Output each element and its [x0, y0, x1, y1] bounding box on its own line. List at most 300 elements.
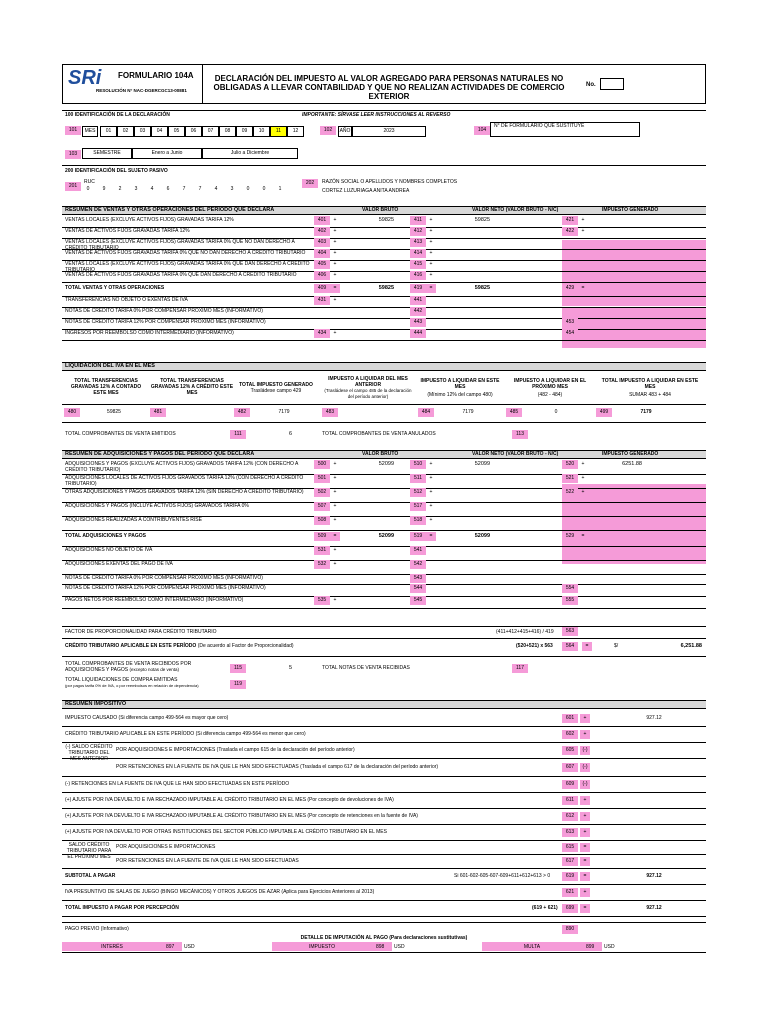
value-111[interactable]: 6 — [288, 431, 292, 437]
code-441: 441 — [410, 296, 426, 305]
code-454: 454 — [562, 329, 578, 338]
sri-logo: SRi — [68, 67, 102, 89]
main-title: DECLARACIÓN DEL IMPUESTO AL VALOR AGREGADO PARA PERSONAS NATURALES NO OBLIGADAS A LLEVAR CONTABILIDAD Y QUE NO REALIZAN ACTIVIDADES DE COMERCIO EXTERIOR — [213, 74, 565, 101]
code-406: 406 — [314, 271, 330, 280]
saldo-proximo-label: SALDO CRÉDITO TRIBUTARIO PARA EL PRÓXIMO MES — [66, 842, 112, 860]
sign: + — [581, 228, 585, 234]
code-500: 500 — [314, 460, 330, 469]
row-divider — [62, 884, 706, 885]
sign: + — [429, 517, 433, 523]
month-07[interactable]: 07 — [202, 126, 219, 137]
value-499[interactable]: 7179 — [640, 409, 652, 415]
sign: + — [580, 796, 590, 805]
code-422: 422 — [562, 227, 578, 236]
s200-title: 200 IDENTIFICACIÓN DEL SUJETO PASIVO — [65, 168, 168, 174]
value-601[interactable]: 927.12 — [646, 715, 662, 721]
sign: = — [580, 843, 590, 852]
liqc-sub: (por pagos tarifa 0% de IVA, o por reembolsos en relación de dependencia) — [65, 683, 199, 688]
liq-h5: IMPUESTO A LIQUIDAR EN ESTE MES — [420, 378, 500, 390]
code-621: 621 — [562, 888, 578, 897]
detalle-899-label: MULTA — [523, 944, 541, 950]
code-555: 555 — [562, 596, 578, 605]
month-04[interactable]: 04 — [151, 126, 168, 137]
row-label: TRANSFERENCIAS NO OBJETO O EXENTAS DE IVA — [65, 297, 188, 303]
sign: = — [581, 533, 585, 539]
row-label: TOTAL ADQUISICIONES Y PAGOS — [65, 533, 146, 539]
code-201: 201 — [65, 182, 81, 191]
recibidos-sub: (excepto notas de venta) — [129, 667, 179, 672]
month-03[interactable]: 03 — [134, 126, 151, 137]
ruc-digit: 7 — [198, 186, 202, 192]
month-11[interactable]: 11 — [270, 126, 287, 137]
month-06[interactable]: 06 — [185, 126, 202, 137]
sign: + — [429, 250, 433, 256]
value-484[interactable]: 7179 — [462, 409, 474, 415]
sign: + — [580, 730, 590, 739]
code-601: 601 — [562, 714, 578, 723]
row-divider — [62, 282, 706, 283]
code-615: 615 — [562, 843, 578, 852]
resumen-label: CRÉDITO TRIBUTARIO APLICABLE EN ESTE PERÍODO (Si diferencia campo 499-564 es menor que cero) — [65, 731, 306, 737]
code-115: 115 — [230, 664, 246, 673]
code-401: 401 — [314, 216, 330, 225]
code-119: 119 — [230, 680, 246, 689]
code-607: 607 — [562, 763, 578, 772]
ventas-title: RESUMEN DE VENTAS Y OTRAS OPERACIONES DEL PERÍODO QUE DECLARA — [65, 207, 275, 213]
row-label: ADQUISICIONES LOCALES DE ACTIVOS FIJOS GRAVADOS TARIFA 12% (CON DERECHO A CRÉDITO TRIBUTARIO) — [65, 475, 304, 487]
liq-header — [62, 362, 706, 371]
row-label: ADQUISICIONES EXENTAS DEL PAGO DE IVA — [65, 561, 173, 567]
sign: = — [580, 857, 590, 866]
code-402: 402 — [314, 227, 330, 236]
resumen-label: POR RETENCIONES EN LA FUENTE DE IVA QUE LE HAN SIDO EFECTUADAS (Traslada el campo 617 de la declaración del período anterior) — [116, 764, 439, 770]
code-612: 612 — [562, 812, 578, 821]
liqc-label: TOTAL LIQUIDACIONES DE COMPRA EMITIDAS — [65, 677, 178, 683]
code-898: 898 — [376, 944, 385, 950]
resolution: RESOLUCIÓN N° NAC-DGERCGC13-00881 — [96, 88, 187, 93]
sign: = — [330, 284, 340, 293]
usd-899: USD — [604, 944, 615, 950]
sign: + — [333, 239, 337, 245]
sign: + — [333, 461, 337, 467]
row-label: NOTAS DE CRÉDITO TARIFA 12% POR COMPENSAR PRÓXIMO MES (INFORMATIVO) — [65, 585, 266, 591]
resumen-label: POR ADQUISICIONES E IMPORTACIONES — [116, 844, 216, 850]
razon-value[interactable]: CORTEZ LUZURIAGA ANITA ANDREA — [322, 188, 410, 194]
liq-h2: TOTAL TRANSFERENCIAS GRAVADAS 12% A CRÉDITO ESTE MES — [150, 378, 234, 396]
usd-564: $/ — [614, 643, 619, 649]
code-202: 202 — [302, 179, 318, 188]
sign: (-) — [580, 763, 590, 772]
no-label: No. — [586, 82, 596, 88]
code-529: 529 — [562, 532, 578, 541]
sign: + — [429, 217, 433, 223]
liq-h7s: SUMAR 483 + 484 — [629, 392, 671, 398]
resumen-label: (+) AJUSTE POR IVA DEVUELTO POR OTRAS INSTITUCIONES DEL SECTOR PÚBLICO IMPUTABLE AL CRÉDITO TRIBUTARIO EN EL MES — [65, 829, 387, 835]
value-401[interactable]: 59825 — [378, 217, 394, 223]
sign: + — [429, 239, 433, 245]
sign: + — [580, 888, 590, 897]
value-411[interactable]: 59825 — [474, 217, 490, 223]
adq-h-neto: VALOR NETO (VALOR BRUTO - N/C) — [472, 451, 559, 457]
resumen-label: IVA PRESUNTIVO DE SALAS DE JUEGO (BINGO MECÁNICOS) Y OTROS JUEGOS DE AZAR (Aplica para Ejercicios Anteriores al 2013) — [65, 889, 375, 895]
row-label: ADQUISICIONES Y PAGOS (INCLUYE ACTIVOS FIJOS) GRAVADOS TARIFA 0% — [65, 503, 249, 509]
year-field[interactable]: 2023 — [352, 126, 426, 137]
disabled-area — [562, 308, 706, 348]
ruc-digit: 1 — [278, 186, 282, 192]
row-label: NOTAS DE CRÉDITO TARIFA 12% POR COMPENSAR PRÓXIMO MES (INFORMATIVO) — [65, 319, 266, 325]
sign: + — [581, 461, 585, 467]
sign: + — [429, 489, 433, 495]
adq-h-imp: IMPUESTO GENERADO — [602, 451, 659, 457]
month-09[interactable]: 09 — [236, 126, 253, 137]
code-429: 429 — [562, 284, 578, 293]
code-508: 508 — [314, 516, 330, 525]
value-409[interactable]: 59825 — [378, 285, 394, 291]
resumen-label: TOTAL IMPUESTO A PAGAR POR PERCEPCIÓN — [65, 905, 179, 911]
liq-title: LIQUIDACIÓN DEL IVA EN EL MES — [65, 363, 155, 369]
code-482: 482 — [234, 408, 250, 417]
detalle-title: DETALLE DE IMPUTACIÓN AL PAGO (Para declaraciones sustitutivas) — [300, 935, 468, 941]
liq-h6s: (482 - 484) — [537, 392, 563, 398]
code-512: 512 — [410, 488, 426, 497]
anio-label: AÑO — [338, 126, 352, 137]
code-605: 605 — [562, 746, 578, 755]
value-509[interactable]: 52099 — [378, 533, 394, 539]
credito-label: CRÉDITO TRIBUTARIO APLICABLE EN ESTE PERÍODO — [65, 643, 197, 649]
sign: = — [580, 872, 590, 881]
code-431: 431 — [314, 296, 330, 305]
sign: + — [333, 475, 337, 481]
anulados-label: TOTAL COMPROBANTES DE VENTA ANULADOS — [322, 431, 436, 437]
value-564[interactable]: 6,251.88 — [680, 643, 702, 649]
month-10[interactable]: 10 — [253, 126, 270, 137]
code-405: 405 — [314, 260, 330, 269]
detalle-897-label: INTERÉS — [101, 944, 123, 950]
ruc-digit: 4 — [150, 186, 154, 192]
sign: + — [333, 261, 337, 267]
month-12[interactable]: 12 — [287, 126, 304, 137]
code-484: 484 — [418, 408, 434, 417]
row-divider — [62, 530, 706, 531]
row-divider — [62, 726, 706, 727]
liq-h3: TOTAL IMPUESTO GENERADO — [239, 382, 313, 388]
month-08[interactable]: 08 — [219, 126, 236, 137]
value-520[interactable]: 6251.88 — [622, 461, 642, 467]
value-419[interactable]: 59825 — [474, 285, 490, 291]
recibidos-label: TOTAL COMPROBANTES DE VENTA RECIBIDOS POR ADQUISICIONES Y PAGOS — [65, 661, 192, 673]
liq-h5s: (Mínimo 12% del campo 480) — [427, 392, 493, 398]
liq-h1: TOTAL TRANSFERENCIAS GRAVADAS 12% A CONTADO ESTE MES — [70, 378, 142, 396]
sustituye-field[interactable] — [490, 122, 640, 137]
code-541: 541 — [410, 546, 426, 555]
code-101: 101 — [65, 126, 81, 135]
liqc-block — [65, 677, 225, 689]
code-117: 117 — [512, 664, 528, 673]
ruc-label: RUC — [84, 179, 95, 185]
sem-1[interactable]: Enero a Junio — [132, 148, 202, 159]
subtotal-formula: Si 601-602-605-607-609+611+612+613 > 0 — [454, 873, 551, 879]
sign: + — [429, 461, 433, 467]
code-544: 544 — [410, 584, 426, 593]
sign: (-) — [580, 780, 590, 789]
bottom-line — [62, 952, 706, 953]
resumen-label: (+) AJUSTE POR IVA DEVUELTO E IVA RECHAZADO IMPUTABLE AL CRÉDITO TRIBUTARIO EN EL MES (Por concepto de devoluciones de IVA) — [65, 797, 394, 803]
sign: + — [333, 228, 337, 234]
code-517: 517 — [410, 502, 426, 511]
sign: + — [429, 503, 433, 509]
code-416: 416 — [410, 271, 426, 280]
sign: + — [333, 597, 337, 603]
code-519: 519 — [410, 532, 426, 541]
row-label: VENTAS LOCALES (EXCLUYE ACTIVOS FIJOS) GRAVADAS TARIFA 12% — [65, 217, 234, 223]
code-602: 602 — [562, 730, 578, 739]
row-label: VENTAS DE ACTIVOS FIJOS GRAVADAS TARIFA 0% QUE DAN DERECHO A CRÉDITO TRIBUTARIO — [65, 272, 297, 278]
sign: + — [581, 475, 585, 481]
form-number-field[interactable] — [600, 78, 624, 90]
code-412: 412 — [410, 227, 426, 236]
ruc-digit: 3 — [134, 186, 138, 192]
code-502: 502 — [314, 488, 330, 497]
row-divider — [62, 840, 706, 841]
row-divider — [62, 824, 706, 825]
ruc-digit: 4 — [214, 186, 218, 192]
code-411: 411 — [410, 216, 426, 225]
sign: = — [426, 284, 436, 293]
code-897: 897 — [166, 944, 175, 950]
sign: + — [429, 228, 433, 234]
sign: + — [333, 297, 337, 303]
sem-2[interactable]: Julio a Diciembre — [202, 148, 298, 159]
sign: (-) — [580, 746, 590, 755]
code-434: 434 — [314, 329, 330, 338]
liq-h6: IMPUESTO A LIQUIDAR EN EL PRÓXIMO MES — [513, 378, 587, 390]
code-509: 509 — [314, 532, 330, 541]
code-409: 409 — [314, 284, 330, 293]
sign: + — [333, 517, 337, 523]
adq-h-bruto: VALOR BRUTO — [362, 451, 399, 457]
code-520: 520 — [562, 460, 578, 469]
credito-line — [65, 643, 294, 649]
factor-label: FACTOR DE PROPORCIONALIDAD PARA CRÉDITO TRIBUTARIO — [65, 629, 217, 635]
value-485[interactable]: 0 — [554, 409, 558, 415]
row-divider — [62, 854, 706, 855]
liq-top-line — [62, 404, 706, 405]
row-label: PAGOS NETOS POR REEMBOLSO COMO INTERMEDIARIO (INFORMATIVO) — [65, 597, 244, 603]
row-divider — [62, 792, 706, 793]
sign: = — [330, 532, 340, 541]
sign: + — [333, 503, 337, 509]
code-554: 554 — [562, 584, 578, 593]
resumen-label: POR RETENCIONES EN LA FUENTE DE IVA QUE LE HAN SIDO EFECTUADAS — [116, 858, 299, 864]
month-01[interactable]: 01 — [100, 126, 117, 137]
value-500[interactable]: 52099 — [378, 461, 394, 467]
total-formula: (619 + 621) — [532, 905, 558, 911]
row-divider — [62, 900, 706, 901]
value-619[interactable]: 927.12 — [646, 873, 662, 879]
row-label: VENTAS DE ACTIVOS FIJOS GRAVADAS TARIFA 12% — [65, 228, 190, 234]
sign: + — [333, 272, 337, 278]
code-613: 613 — [562, 828, 578, 837]
detalle-898-label: IMPUESTO — [308, 944, 336, 950]
credito-sub: (De acuerdo al Factor de Proporcionalidad) — [197, 643, 294, 649]
code-103: 103 — [65, 150, 81, 159]
razon-label: RAZÓN SOCIAL O APELLIDOS Y NOMBRES COMPLETOS — [322, 179, 458, 185]
code-611: 611 — [562, 796, 578, 805]
code-510: 510 — [410, 460, 426, 469]
sign: = — [426, 532, 436, 541]
ruc-digit: 0 — [86, 186, 90, 192]
mes-label: MES — [82, 126, 98, 137]
notas-label: TOTAL NOTAS DE VENTA RECIBIDAS — [322, 665, 410, 671]
code-899: 899 — [586, 944, 595, 950]
code-444: 444 — [410, 329, 426, 338]
code-443: 443 — [410, 318, 426, 327]
code-419: 419 — [410, 284, 426, 293]
recibidos-block — [65, 661, 215, 673]
ventas-h-neto: VALOR NETO (VALOR BRUTO - N/C) — [472, 207, 559, 213]
important-note: IMPORTANTE: SÍRVASE LEER INSTRUCCIONES AL REVERSO — [302, 112, 451, 118]
pago-previo-label: PAGO PREVIO (Informativo) — [65, 926, 129, 932]
sustituye-label: N° DE FORMULARIO QUE SUSTITUYE — [494, 123, 585, 129]
sign: + — [580, 812, 590, 821]
row-label: NOTAS DE CRÉDITO TARIFA 0% POR COMPENSAR PRÓXIMO MES (INFORMATIVO) — [65, 308, 263, 314]
sign: + — [333, 561, 337, 567]
code-507: 507 — [314, 502, 330, 511]
row-label: ADQUISICIONES REALIZADAS A CONTRIBUYENTES RISE — [65, 517, 202, 523]
code-113: 113 — [512, 430, 528, 439]
ruc-digit: 7 — [182, 186, 186, 192]
ruc-digit: 0 — [262, 186, 266, 192]
ruc-digit: 0 — [246, 186, 250, 192]
liq-h4: IMPUESTO A LIQUIDAR DEL MES ANTERIOR — [328, 376, 408, 388]
form-title: FORMULARIO 104A — [118, 71, 194, 80]
sign-564: = — [582, 642, 592, 651]
row-divider — [62, 868, 706, 869]
ruc-digit: 2 — [118, 186, 122, 192]
s100-title: 100 IDENTIFICACIÓN DE LA DECLARACIÓN — [65, 112, 170, 118]
factor-formula: (411+412+415+416) / 419 — [496, 629, 554, 635]
code-522: 522 — [562, 488, 578, 497]
row-divider — [62, 608, 706, 609]
liq-h4s: (Trasládese el campo 485 de la declaración del período anterior) — [324, 388, 412, 399]
sign: + — [333, 217, 337, 223]
liq-bottom-line — [62, 422, 706, 423]
code-518: 518 — [410, 516, 426, 525]
code-609: 609 — [562, 780, 578, 789]
value-699[interactable]: 927.12 — [646, 905, 662, 911]
code-521: 521 — [562, 474, 578, 483]
ruc-digit: 6 — [166, 186, 170, 192]
row-divider — [62, 808, 706, 809]
resumen-label: SUBTOTAL A PAGAR — [65, 873, 116, 879]
resumen-label: (+) AJUSTE POR IVA DEVUELTO E IVA RECHAZADO IMPUTABLE AL CRÉDITO TRIBUTARIO EN EL MES (Por concepto de retenciones en la fuente de IVA) — [65, 813, 418, 819]
row-divider — [62, 742, 706, 743]
row-label: ADQUISICIONES NO OBJETO DE IVA — [65, 547, 153, 553]
code-415: 415 — [410, 260, 426, 269]
row-divider — [62, 916, 706, 917]
month-05[interactable]: 05 — [168, 126, 185, 137]
row-label: VENTAS LOCALES (EXCLUYE ACTIVOS FIJOS) GRAVADAS TARIFA 0% QUE DAN DERECHO A CRÉDITO TRIBUTARIO — [65, 261, 310, 273]
code-545: 545 — [410, 596, 426, 605]
semestre-label: SEMESTRE — [82, 148, 132, 159]
row-label: NOTAS DE CRÉDITO TARIFA 0% POR COMPENSAR PRÓXIMO MES (INFORMATIVO) — [65, 575, 263, 581]
row-label: TOTAL VENTAS Y OTRAS OPERACIONES — [65, 285, 165, 291]
sign: + — [333, 547, 337, 553]
sign: + — [333, 250, 337, 256]
credito-formula: (520+521) x 563 — [516, 643, 553, 649]
code-404: 404 — [314, 249, 330, 258]
code-442: 442 — [410, 307, 426, 316]
code-421: 421 — [562, 216, 578, 225]
resumen-label: (-) RETENCIONES EN LA FUENTE DE IVA QUE LE HAN SIDO EFECTUADAS EN ESTE PERÍODO — [65, 781, 290, 787]
resumen-label: IMPUESTO CAUSADO (Si diferencia campo 499-564 es mayor que cero) — [65, 715, 229, 721]
value-480[interactable]: 59825 — [107, 409, 121, 415]
ventas-h-imp: IMPUESTO GENERADO — [602, 207, 659, 213]
code-453: 453 — [562, 318, 578, 327]
code-481: 481 — [150, 408, 166, 417]
value-115[interactable]: 5 — [288, 665, 292, 671]
resumen-label: POR ADQUISICIONES E IMPORTACIONES (Traslada el campo 615 de la declaración del período anterior) — [116, 747, 355, 753]
sign: = — [580, 904, 590, 913]
code-403: 403 — [314, 238, 330, 247]
ruc-digit: 9 — [102, 186, 106, 192]
code-511: 511 — [410, 474, 426, 483]
emitidos-label: TOTAL COMPROBANTES DE VENTA EMITIDOS — [65, 431, 176, 437]
code-699: 699 — [562, 904, 578, 913]
code-414: 414 — [410, 249, 426, 258]
sign: + — [581, 217, 585, 223]
code-104: 104 — [474, 126, 490, 135]
resumen-title: RESUMEN IMPOSITIVO — [65, 701, 127, 707]
row-divider — [62, 340, 706, 341]
row-label: VENTAS LOCALES (EXCLUYE ACTIVOS FIJOS) GRAVADAS TARIFA 0% QUE NO DAN DERECHO A CRÉDITO TRIBUTARIO — [65, 239, 295, 251]
code-501: 501 — [314, 474, 330, 483]
liq-h3s: Trasládese campo 429 — [250, 388, 302, 394]
month-02[interactable]: 02 — [117, 126, 134, 137]
liq-h7: TOTAL IMPUESTO A LIQUIDAR EN ESTE MES — [601, 378, 699, 390]
sign: + — [333, 489, 337, 495]
code-890: 890 — [562, 925, 578, 934]
row-divider — [62, 776, 706, 777]
sign: + — [429, 261, 433, 267]
code-413: 413 — [410, 238, 426, 247]
code-542: 542 — [410, 560, 426, 569]
code-563: 563 — [562, 627, 578, 636]
sign: + — [333, 330, 337, 336]
resumen-header — [62, 700, 706, 709]
row-label: OTRAS ADQUISICIONES Y PAGOS GRAVADOS TARIFA 12% (SIN DERECHO A CRÉDITO TRIBUTARIO) — [65, 489, 304, 495]
row-divider — [62, 758, 706, 759]
value-482[interactable]: 7179 — [278, 409, 290, 415]
code-532: 532 — [314, 560, 330, 569]
saldo-anterior-label: (-) SALDO CRÉDITO TRIBUTARIO DEL MES ANTERIOR — [65, 744, 113, 762]
row-label: ADQUISICIONES Y PAGOS (EXCLUYE ACTIVOS FIJOS) GRAVADOS TARIFA 12% (CON DERECHO A CRÉDITO TRIBUTARIO) — [65, 461, 299, 473]
ruc-digit: 3 — [230, 186, 234, 192]
row-divider — [62, 922, 706, 923]
sign: + — [580, 714, 590, 723]
code-480: 480 — [64, 408, 80, 417]
value-519[interactable]: 52099 — [474, 533, 490, 539]
ventas-h-bruto: VALOR BRUTO — [362, 207, 399, 213]
value-510[interactable]: 52099 — [474, 461, 490, 467]
code-564: 564 — [562, 642, 578, 651]
row-label: INGRESOS POR REEMBOLSO COMO INTERMEDIARIO (INFORMATIVO) — [65, 330, 234, 336]
usd-898: USD — [394, 944, 405, 950]
sign: + — [429, 272, 433, 278]
code-535: 535 — [314, 596, 330, 605]
code-102: 102 — [320, 126, 336, 135]
sign: + — [580, 828, 590, 837]
